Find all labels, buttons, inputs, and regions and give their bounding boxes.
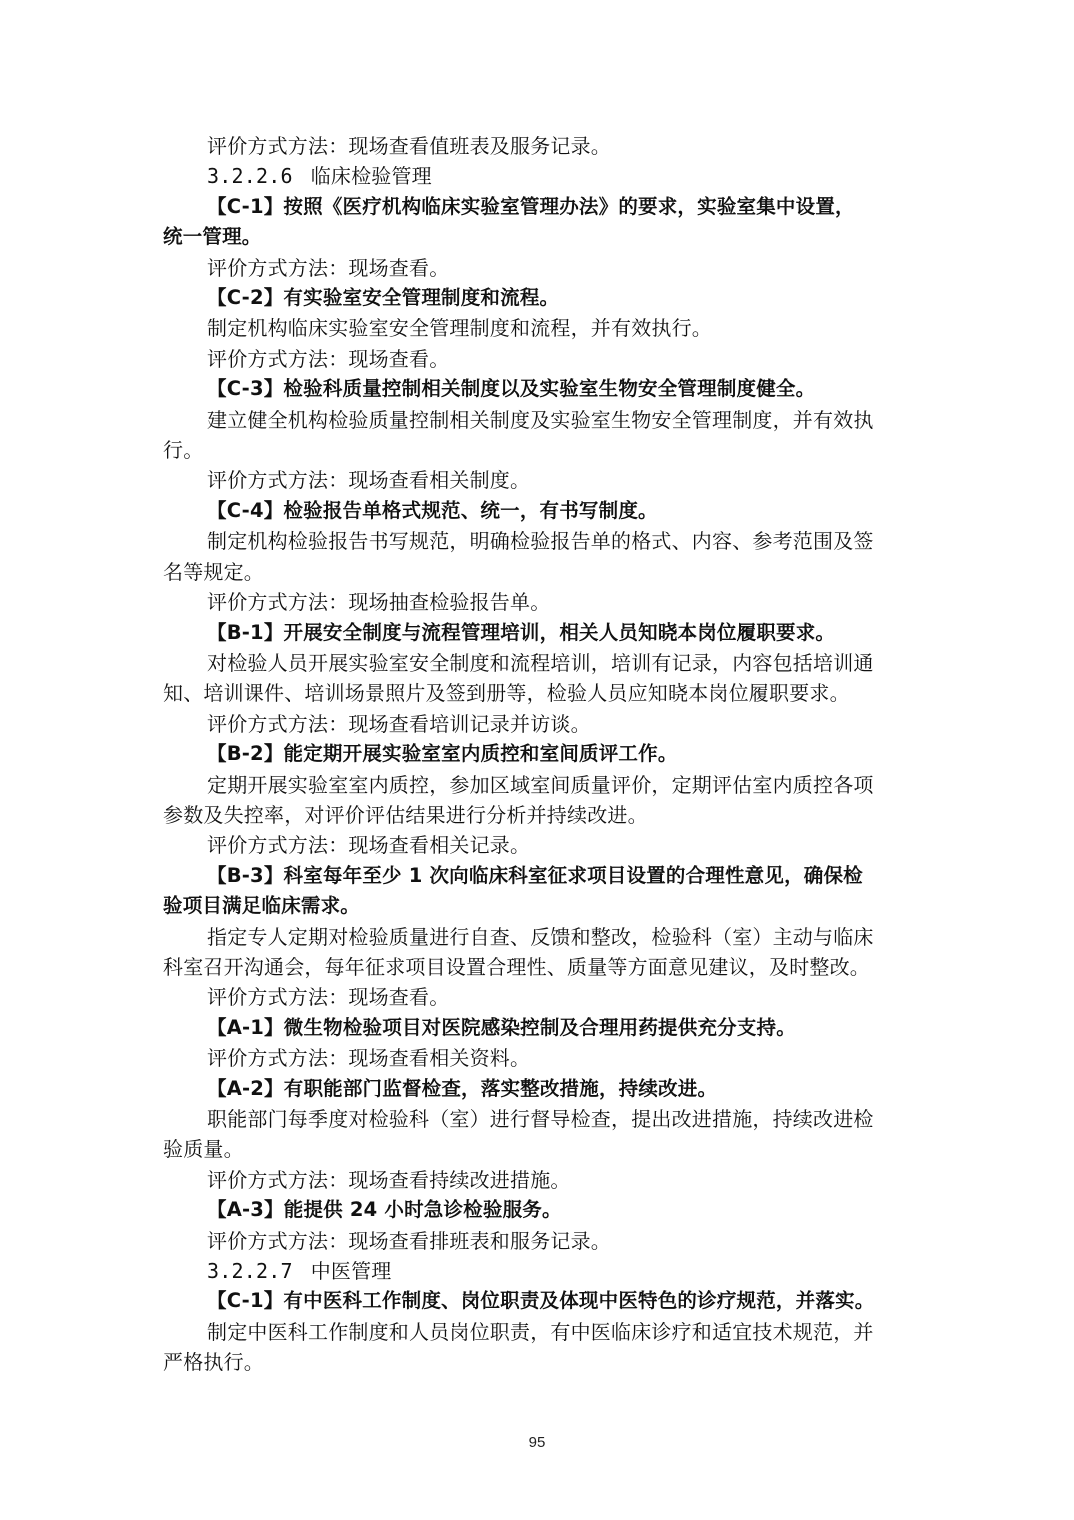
text-line: 严格执行。 <box>163 1350 264 1375</box>
criterion-line: 【C-1】有中医科工作制度、岗位职责及体现中医特色的诊疗规范，并落实。 <box>207 1289 875 1313</box>
text-line: 评价方式方法：现场查看。 <box>207 346 450 371</box>
text-line: 名等规定。 <box>163 559 264 584</box>
section-heading <box>163 1256 911 1286</box>
section-number: 3.2.2.7 <box>207 1259 293 1284</box>
text-line: 科室召开沟通会，每年征求项目设置合理性、质量等方面意见建议，及时整改。 <box>163 954 870 979</box>
text-line: 评价方式方法：现场查看。 <box>207 255 450 280</box>
text-line: 评价方式方法：现场查看值班表及服务记录。 <box>207 134 611 158</box>
text-line: 评价方式方法：现场抽查检验报告单。 <box>207 590 551 615</box>
text-line: 评价方式方法：现场查看培训记录并访谈。 <box>207 711 591 736</box>
text-line: 评价方式方法：现场查看排班表和服务记录。 <box>207 1228 611 1253</box>
text-line: 评价方式方法：现场查看相关资料。 <box>207 1046 531 1071</box>
section-title: 临床检验管理 <box>310 164 432 189</box>
criterion-line: 【A-2】有职能部门监督检查，落实整改措施，持续改进。 <box>207 1076 718 1100</box>
criterion-line: 【C-2】有实验室安全管理制度和流程。 <box>207 286 560 310</box>
section-title: 中医管理 <box>310 1259 392 1284</box>
criterion-line: 【B-2】能定期开展实验室室内质控和室间质评工作。 <box>207 742 678 766</box>
text-line: 建立健全机构检验质量控制相关制度及实验室生物安全管理制度，并有效执 <box>207 407 874 432</box>
document-body <box>163 131 911 1378</box>
criterion-line: 【B-3】科室每年至少 1 次向临床科室征求项目设置的合理性意见，确保检 <box>207 863 863 887</box>
text-line: 制定机构临床实验室安全管理制度和流程，并有效执行。 <box>207 316 712 341</box>
text-line: 制定机构检验报告书写规范，明确检验报告单的格式、内容、参考范围及签 <box>207 529 874 554</box>
criterion-line: 【C-4】检验报告单格式规范、统一，有书写制度。 <box>207 498 658 522</box>
criterion-line: 【A-3】能提供 24 小时急诊检验服务。 <box>207 1198 562 1222</box>
text-line: 参数及失控率，对评价评估结果进行分析并持续改进。 <box>163 802 648 827</box>
text-line: 定期开展实验室室内质控，参加区域室间质量评价，定期评估室内质控各项 <box>207 772 874 797</box>
text-line: 评价方式方法：现场查看相关记录。 <box>207 833 531 858</box>
text-line: 行。 <box>163 438 204 463</box>
criterion-line: 【C-1】按照《医疗机构临床实验室管理办法》的要求，实验室集中设置， <box>207 194 855 218</box>
text-line: 职能部门每季度对检验科（室）进行督导检查，提出改进措施，持续改进检 <box>207 1107 874 1131</box>
text-line: 指定专人定期对检验质量进行自查、反馈和整改，检验科（室）主动与临床 <box>207 924 874 949</box>
page-number: 95 <box>528 1434 546 1451</box>
text-line: 评价方式方法：现场查看相关制度。 <box>207 468 531 493</box>
criterion-line: 统一管理。 <box>163 225 262 249</box>
criterion-line: 【C-3】检验科质量控制相关制度以及实验室生物安全管理制度健全。 <box>207 377 816 401</box>
criterion-line: 【A-1】微生物检验项目对医院感染控制及合理用药提供充分支持。 <box>207 1015 796 1039</box>
text-line: 评价方式方法：现场查看。 <box>207 985 450 1010</box>
criterion-line: 验项目满足临床需求。 <box>163 894 361 918</box>
section-number: 3.2.2.6 <box>207 164 293 189</box>
text-line: 制定中医科工作制度和人员岗位职责，有中医临床诊疗和适宜技术规范，并 <box>207 1319 874 1344</box>
section-heading <box>163 161 911 191</box>
text-line: 对检验人员开展实验室安全制度和流程培训，培训有记录，内容包括培训通 <box>207 650 874 675</box>
criterion-line: 【B-1】开展安全制度与流程管理培训，相关人员知晓本岗位履职要求。 <box>207 620 836 644</box>
text-line: 知、培训课件、培训场景照片及签到册等，检验人员应知晓本岗位履职要求。 <box>163 681 850 706</box>
text-line: 评价方式方法：现场查看持续改进措施。 <box>207 1167 571 1192</box>
text-line: 验质量。 <box>163 1137 244 1162</box>
